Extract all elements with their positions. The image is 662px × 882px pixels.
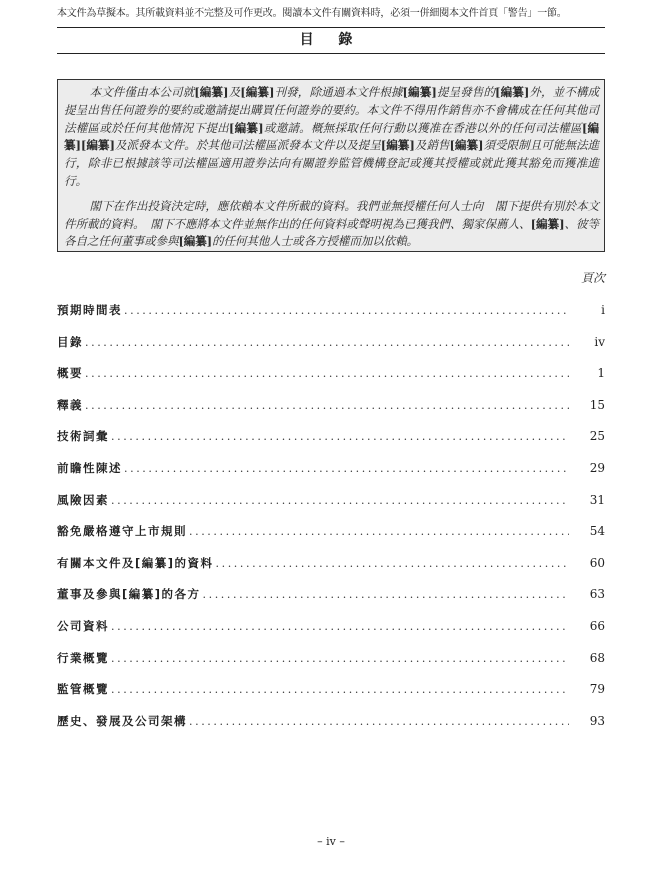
toc-dot-leader (85, 397, 569, 415)
toc-dot-leader (111, 428, 569, 446)
toc-entry-page[interactable]: 60 (589, 555, 605, 570)
redacted-placeholder: [編纂] (380, 138, 415, 153)
disclaimer-text-segment: 及銷售 (414, 138, 450, 153)
toc-entry[interactable] (57, 364, 605, 382)
page-column-label: 頁次 (580, 271, 605, 285)
toc-dot-leader (189, 523, 569, 541)
disclaimer-text-segment: 、彼等各自之任何董事或參與 (64, 216, 599, 249)
disclaimer-text-segment: 須受限制且可能無法進行，除非已根據該等司法權區適用證券法向有關證券監管機構登記或獲其授權或就此獲其豁免而獲准進行。 (64, 138, 599, 188)
toc-dot-leader (111, 618, 569, 636)
toc-entry-page[interactable]: iv (594, 334, 605, 349)
disclaimer-text-segment: 及派發本文件。於其他司法權區派發本文件以及提呈 (114, 138, 381, 153)
toc-entry-label[interactable]: 監管概覽 (57, 682, 109, 697)
toc-entry[interactable] (57, 649, 605, 667)
toc-entry[interactable] (57, 680, 605, 698)
toc-entry-label[interactable]: 概要 (57, 366, 83, 381)
disclaimer-paragraph-2 (64, 198, 599, 251)
toc-entry-page[interactable]: 1 (597, 366, 605, 381)
disclaimer-text-segment: 刊發，除通過本文件根據 (274, 85, 403, 99)
toc-entry[interactable] (57, 712, 605, 730)
toc-entry-page[interactable]: i (601, 303, 605, 317)
disclaimer-text-segment: 或邀請。概無採取任何行動以獲准在香港以外的任何司法權區 (263, 120, 582, 135)
toc-entry[interactable] (57, 459, 605, 477)
disclaimer-paragraph-1 (64, 84, 599, 191)
toc-entry-label[interactable]: 豁免嚴格遵守上市規則 (57, 524, 187, 539)
page-number-footer: – iv – (317, 835, 345, 848)
disclaimer-text-segment: 的任何其他人士或各方授權而加以依賴。 (212, 234, 419, 249)
draft-warning-header: 本文件為草擬本。其所載資料並不完整及可作更改。閱讀本文件有關資料時，必須一併細閱本文件首頁「警告」一節。 (57, 8, 567, 19)
disclaimer-text-segment: 及 (228, 85, 241, 99)
disclaimer-text-segment: 閣下在作出投資決定時，應依賴本文件所載的資料。我們並無授權任何人士向 閣下提供有別於本文件所載的資料。 閣下不應將本文件並無作出的任何資料或聲明視為已獲我們、獨家保薦人、 (64, 198, 599, 231)
redacted-placeholder: [編纂][編纂] (64, 120, 600, 153)
toc-dot-leader (111, 681, 569, 699)
toc-entry[interactable] (57, 301, 605, 319)
toc-entry-page[interactable]: 79 (589, 682, 605, 697)
redacted-placeholder: [編纂] (194, 85, 229, 99)
toc-dot-leader (216, 555, 569, 573)
redacted-placeholder: [編纂] (530, 216, 565, 231)
toc-dot-leader (111, 650, 569, 668)
toc-dot-leader (111, 492, 569, 510)
toc-entry-label[interactable]: 前瞻性陳述 (57, 461, 122, 475)
toc-entry[interactable] (57, 554, 605, 572)
disclaimer-box (57, 79, 605, 252)
toc-entry-label[interactable]: 目錄 (57, 334, 83, 349)
toc-entry-label[interactable]: 歷史、發展及公司架構 (57, 713, 187, 728)
toc-dot-leader (124, 460, 569, 478)
toc-entry-page[interactable]: 66 (589, 619, 605, 633)
redacted-placeholder: [編纂] (449, 138, 484, 153)
redacted-placeholder: [編纂] (228, 120, 264, 135)
toc-entry[interactable] (57, 491, 605, 509)
toc-dot-leader (203, 586, 569, 604)
toc-dot-leader (189, 713, 569, 731)
toc-entry-label[interactable]: 有關本文件及[編纂]的資料 (57, 555, 214, 570)
redacted-placeholder: [編纂] (495, 85, 530, 99)
toc-entry[interactable] (57, 585, 605, 603)
disclaimer-text-segment: 提呈發售的 (436, 85, 496, 99)
toc-entry-label[interactable]: 預期時間表 (57, 303, 122, 317)
toc-entry-label[interactable]: 技術詞彙 (57, 429, 109, 444)
toc-entry[interactable] (57, 333, 605, 351)
toc-entry-label[interactable]: 行業概覽 (57, 650, 109, 665)
disclaimer-text-segment: 本文件僅由本公司就 (89, 85, 195, 99)
toc-entry-label[interactable]: 釋義 (57, 397, 83, 412)
toc-entry-page[interactable]: 29 (589, 461, 605, 475)
toc-entry-label[interactable]: 風險因素 (57, 492, 109, 507)
redacted-placeholder: [編纂] (178, 234, 213, 249)
toc-entry-page[interactable]: 63 (589, 587, 605, 602)
toc-entry-page[interactable]: 25 (589, 429, 605, 444)
toc-entry[interactable] (57, 522, 605, 540)
toc-entry[interactable] (57, 427, 605, 445)
toc-dot-leader (124, 302, 569, 320)
title-bottom-rule (57, 53, 605, 54)
toc-entry[interactable] (57, 617, 605, 635)
toc-entry-page[interactable]: 15 (589, 397, 605, 412)
toc-entry-label[interactable]: 董事及參與[編纂]的各方 (57, 587, 201, 602)
disclaimer-text-segment: 外，並不構成提呈出售任何證券的要約或邀請提出購買任何證券的要約。本文件不得用作銷售亦不會構成在任何其他司法權區或於任何其他情況下提出 (64, 85, 599, 135)
toc-entry-page[interactable]: 31 (589, 492, 605, 507)
redacted-placeholder: [編纂] (402, 85, 437, 99)
toc-entry-page[interactable]: 68 (589, 650, 605, 665)
toc-entry-label[interactable]: 公司資料 (57, 619, 109, 633)
toc-dot-leader (85, 334, 569, 352)
toc-entry-page[interactable]: 93 (589, 713, 605, 728)
toc-entry-page[interactable]: 54 (589, 524, 605, 539)
page-title: 目 錄 (299, 32, 363, 48)
title-top-rule (57, 27, 605, 28)
redacted-placeholder: [編纂] (240, 85, 275, 99)
toc-dot-leader (85, 365, 569, 383)
toc-entry[interactable] (57, 396, 605, 414)
